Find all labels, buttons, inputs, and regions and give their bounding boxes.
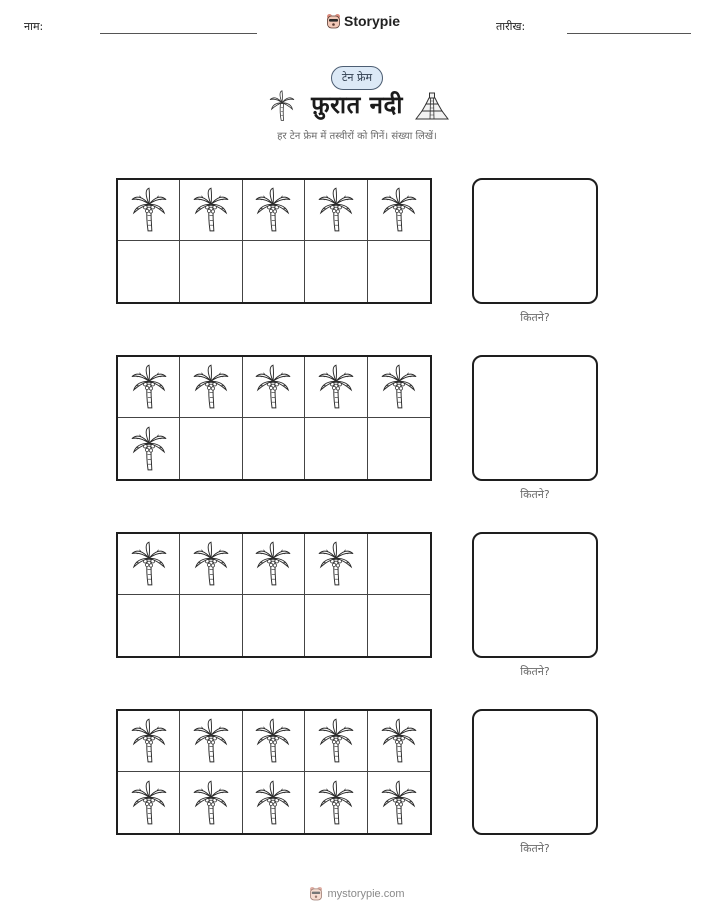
frame-cell bbox=[180, 711, 242, 772]
palm-tree-icon bbox=[130, 364, 168, 410]
frame-cell bbox=[368, 357, 430, 418]
frame-cell bbox=[118, 595, 180, 656]
frame-cell bbox=[368, 534, 430, 595]
frame-cell bbox=[243, 418, 305, 479]
brand-logo bbox=[326, 13, 400, 29]
palm-tree-icon bbox=[192, 187, 230, 233]
frame-cell bbox=[243, 357, 305, 418]
frame-cell bbox=[368, 418, 430, 479]
frame-cell bbox=[305, 180, 367, 241]
frame-cell bbox=[243, 180, 305, 241]
frame-cell bbox=[243, 534, 305, 595]
frame-cell bbox=[180, 241, 242, 302]
footer-url: mystorypie.com bbox=[327, 887, 405, 900]
palm-tree-icon bbox=[130, 541, 168, 587]
palm-tree-icon bbox=[380, 780, 418, 826]
answer-label: कितने? bbox=[520, 488, 550, 501]
name-label: नाम: bbox=[24, 20, 44, 33]
answer-label: कितने? bbox=[520, 311, 550, 324]
brand-name: Storypie bbox=[344, 13, 401, 29]
frame-cell bbox=[305, 772, 367, 833]
frame-cell bbox=[118, 241, 180, 302]
answer-box[interactable] bbox=[472, 178, 598, 304]
palm-tree-icon bbox=[317, 780, 355, 826]
footer bbox=[0, 886, 714, 901]
frame-cell bbox=[368, 241, 430, 302]
ziggurat-icon bbox=[414, 90, 450, 120]
date-line[interactable] bbox=[567, 33, 691, 34]
instructions-text: हर टेन फ्रेम में तस्वीरों को गिनें। संख्या लिखें। bbox=[277, 131, 437, 142]
palm-tree-icon bbox=[192, 780, 230, 826]
palm-tree-icon bbox=[317, 364, 355, 410]
palm-tree-icon bbox=[130, 718, 168, 764]
ten-frame bbox=[116, 178, 432, 304]
frame-cell bbox=[180, 534, 242, 595]
frame-cell bbox=[180, 418, 242, 479]
palm-tree-icon bbox=[380, 718, 418, 764]
palm-tree-icon bbox=[317, 187, 355, 233]
palm-tree-icon bbox=[130, 780, 168, 826]
frame-cell bbox=[243, 595, 305, 656]
mascot-icon bbox=[326, 13, 341, 29]
frame-cell bbox=[368, 180, 430, 241]
answer-label: कितने? bbox=[520, 842, 550, 855]
frame-cell bbox=[180, 595, 242, 656]
frame-cell bbox=[305, 595, 367, 656]
frame-cell bbox=[243, 772, 305, 833]
answer-box[interactable] bbox=[472, 355, 598, 481]
mascot-icon bbox=[309, 886, 323, 901]
frame-cell bbox=[180, 772, 242, 833]
frame-cell bbox=[180, 180, 242, 241]
worksheet-title: फ़ुरात नदी bbox=[311, 91, 403, 119]
palm-tree-icon bbox=[380, 187, 418, 233]
frame-cell bbox=[118, 418, 180, 479]
answer-label: कितने? bbox=[520, 665, 550, 678]
palm-tree-icon bbox=[317, 541, 355, 587]
frame-cell bbox=[305, 241, 367, 302]
answer-box[interactable] bbox=[472, 532, 598, 658]
palm-tree-icon bbox=[317, 718, 355, 764]
frame-cell bbox=[368, 772, 430, 833]
frame-cell bbox=[305, 534, 367, 595]
palm-tree-icon bbox=[380, 364, 418, 410]
frame-cell bbox=[118, 534, 180, 595]
ten-frame bbox=[116, 709, 432, 835]
palm-tree-icon bbox=[254, 364, 292, 410]
frame-cell bbox=[118, 711, 180, 772]
palm-tree-icon bbox=[130, 187, 168, 233]
frame-cell bbox=[118, 772, 180, 833]
frame-cell bbox=[368, 595, 430, 656]
palm-tree-icon bbox=[192, 541, 230, 587]
palm-tree-icon bbox=[192, 364, 230, 410]
palm-tree-icon bbox=[254, 541, 292, 587]
palm-tree-icon bbox=[254, 718, 292, 764]
frame-cell bbox=[305, 418, 367, 479]
frame-cell bbox=[243, 711, 305, 772]
frame-cell bbox=[305, 711, 367, 772]
ten-frame bbox=[116, 532, 432, 658]
date-label: तारीख: bbox=[496, 20, 526, 33]
answer-box[interactable] bbox=[472, 709, 598, 835]
frame-cell bbox=[180, 357, 242, 418]
name-line[interactable] bbox=[100, 33, 257, 34]
palm-tree-icon bbox=[254, 187, 292, 233]
ten-frame bbox=[116, 355, 432, 481]
category-badge: टेन फ्रेम bbox=[331, 66, 383, 90]
frame-cell bbox=[118, 357, 180, 418]
frame-cell bbox=[243, 241, 305, 302]
frame-cell bbox=[305, 357, 367, 418]
palm-tree-icon bbox=[130, 426, 168, 472]
palm-tree-icon bbox=[192, 718, 230, 764]
frame-cell bbox=[368, 711, 430, 772]
frame-cell bbox=[118, 180, 180, 241]
palm-tree-icon bbox=[254, 780, 292, 826]
